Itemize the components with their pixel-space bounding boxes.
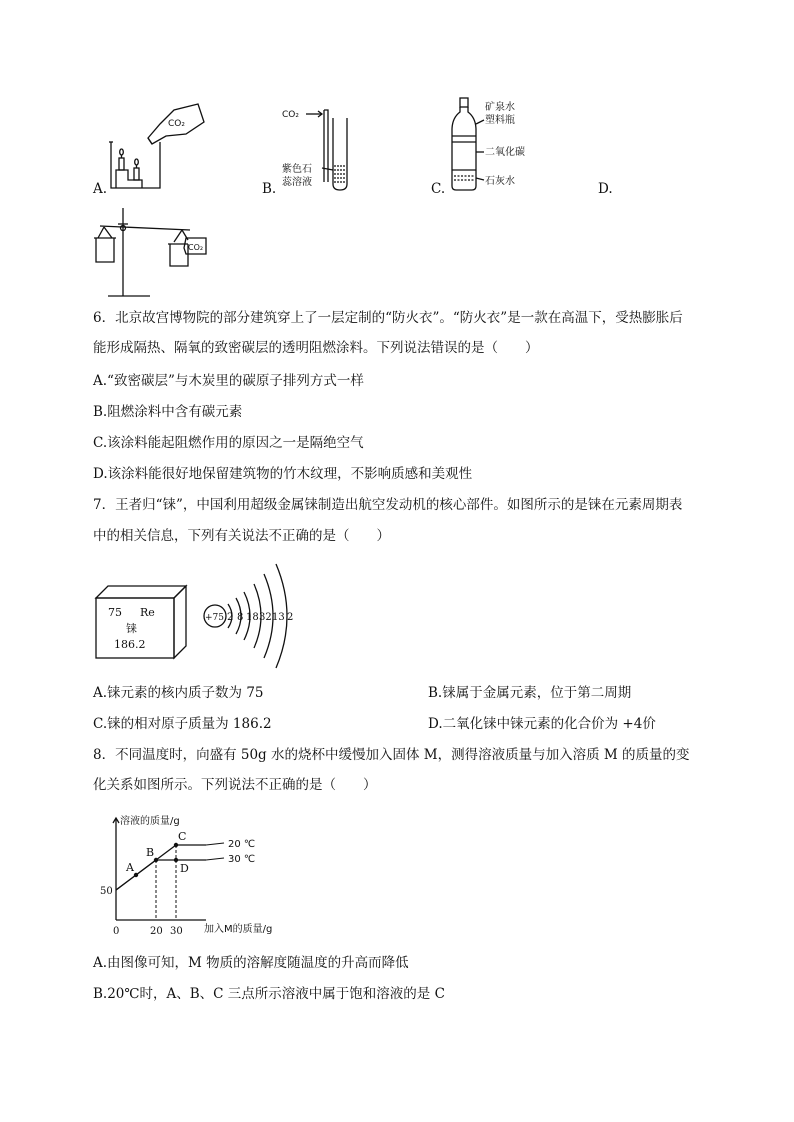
point-label-D: D (180, 862, 189, 875)
shell-1-electrons: 2 (227, 612, 234, 623)
fig-a-gas-label: CO₂ (168, 119, 185, 129)
point-label-A: A (126, 861, 134, 874)
shell-2-electrons: 8 (237, 612, 244, 623)
q7-option-b: B.铼属于金属元素，位于第二周期 (428, 685, 632, 701)
point-B (154, 858, 158, 862)
q6-option-b: B.阻燃涂料中含有碳元素 (93, 404, 243, 420)
figure-a-candles-beaker (108, 100, 208, 190)
q7-option-d: D.二氧化铼中铼元素的化合价为 +4价 (428, 716, 656, 732)
point-A (134, 873, 138, 877)
q8-stem-line2: 化关系如图所示。下列说法不正确的是（ ） (93, 777, 377, 793)
point-label-B: B (146, 846, 155, 859)
point-C (174, 843, 178, 847)
option-c-label: C. (431, 181, 446, 197)
shell-5-electrons: 13 (272, 612, 285, 623)
fig-c-bottle-line1: 矿泉水 (485, 102, 515, 113)
q6-option-d: D.该涂料能很好地保留建筑物的竹木纹理，不影响质感和美观性 (93, 466, 473, 482)
series-label-1: 20 ℃ (228, 839, 256, 850)
fig-c-gas-label: 二氧化碳 (485, 147, 525, 158)
series-leader-1 (206, 843, 224, 845)
q7-option-a: A.铼元素的核内质子数为 75 (93, 685, 264, 701)
figure-d-balance (90, 204, 210, 300)
chart-xlabel: 加入M的质量/g (204, 924, 273, 935)
figure-b-test-tube (278, 100, 368, 192)
fig-b-gas-label: CO₂ (282, 110, 299, 120)
q6-stem-line2: 能形成隔热、隔氧的致密碳层的透明阻燃涂料。下列说法错误的是（ ） (93, 340, 539, 356)
q5-figures (0, 0, 794, 310)
element-symbol: Re (140, 606, 155, 619)
fig-b-liquid-line1: 紫色石 (282, 164, 312, 175)
point-label-C: C (178, 830, 187, 843)
shell-6-electrons: 2 (287, 612, 294, 623)
figure-c-plastic-bottle (448, 96, 528, 194)
series-leader-2 (206, 858, 224, 860)
q8-option-b: B.20℃时，A、B、C 三点所示溶液中属于饱和溶液的是 C (93, 986, 445, 1002)
option-b-label: B. (262, 181, 277, 197)
shell-3-electrons: 18 (246, 612, 259, 623)
q7-option-c: C.铼的相对原子质量为 186.2 (93, 716, 272, 732)
option-d-label: D. (598, 181, 613, 197)
fig-b-liquid-line2: 蕊溶液 (282, 177, 312, 188)
element-number: 75 (108, 606, 122, 619)
x-tick-1: 20 (150, 926, 163, 937)
x-tick-0: 0 (113, 926, 120, 937)
shell-4-electrons: 32 (259, 612, 272, 623)
fig-c-liquid-label: 石灰水 (485, 176, 515, 187)
q7-stem-line1: 7．王者归“铼”，中国利用超级金属铼制造出航空发动机的核心部件。如图所示的是铼在元素周期表 (93, 497, 683, 513)
q8-option-a: A.由图像可知，M 物质的溶解度随温度的升高而降低 (93, 955, 409, 971)
series-label-2: 30 ℃ (228, 854, 256, 865)
y-tick-0: 50 (100, 886, 113, 897)
element-cell-rhenium (94, 584, 194, 660)
chart-ylabel: 溶液的质量/g (120, 816, 180, 827)
element-mass: 186.2 (114, 638, 146, 651)
x-tick-2: 30 (170, 926, 183, 937)
q8-stem-line1: 8．不同温度时，向盛有 50g 水的烧杯中缓慢加入固体 M，测得溶液质量与加入溶质 M 的质量的变 (93, 747, 690, 763)
element-name: 铼 (126, 622, 137, 635)
solubility-chart (96, 810, 306, 940)
point-D (174, 858, 178, 862)
q6-option-c: C.该涂料能起阻燃作用的原因之一是隔绝空气 (93, 435, 364, 451)
option-a-label: A. (93, 181, 108, 197)
fig-d-gas-label: CO₂ (188, 243, 204, 252)
atom-nucleus: +75 (205, 613, 224, 623)
q7-stem-line2: 中的相关信息，下列有关说法不正确的是（ ） (93, 528, 390, 544)
fig-c-bottle-line2: 塑料瓶 (485, 115, 515, 126)
q6-option-a: A.“致密碳层”与木炭里的碳原子排列方式一样 (93, 373, 364, 389)
q6-stem-line1: 6．北京故宫博物院的部分建筑穿上了一层定制的“防火衣”。“防火衣”是一款在高温下，受热膨胀后 (93, 310, 683, 326)
atom-structure-diagram (200, 560, 310, 672)
